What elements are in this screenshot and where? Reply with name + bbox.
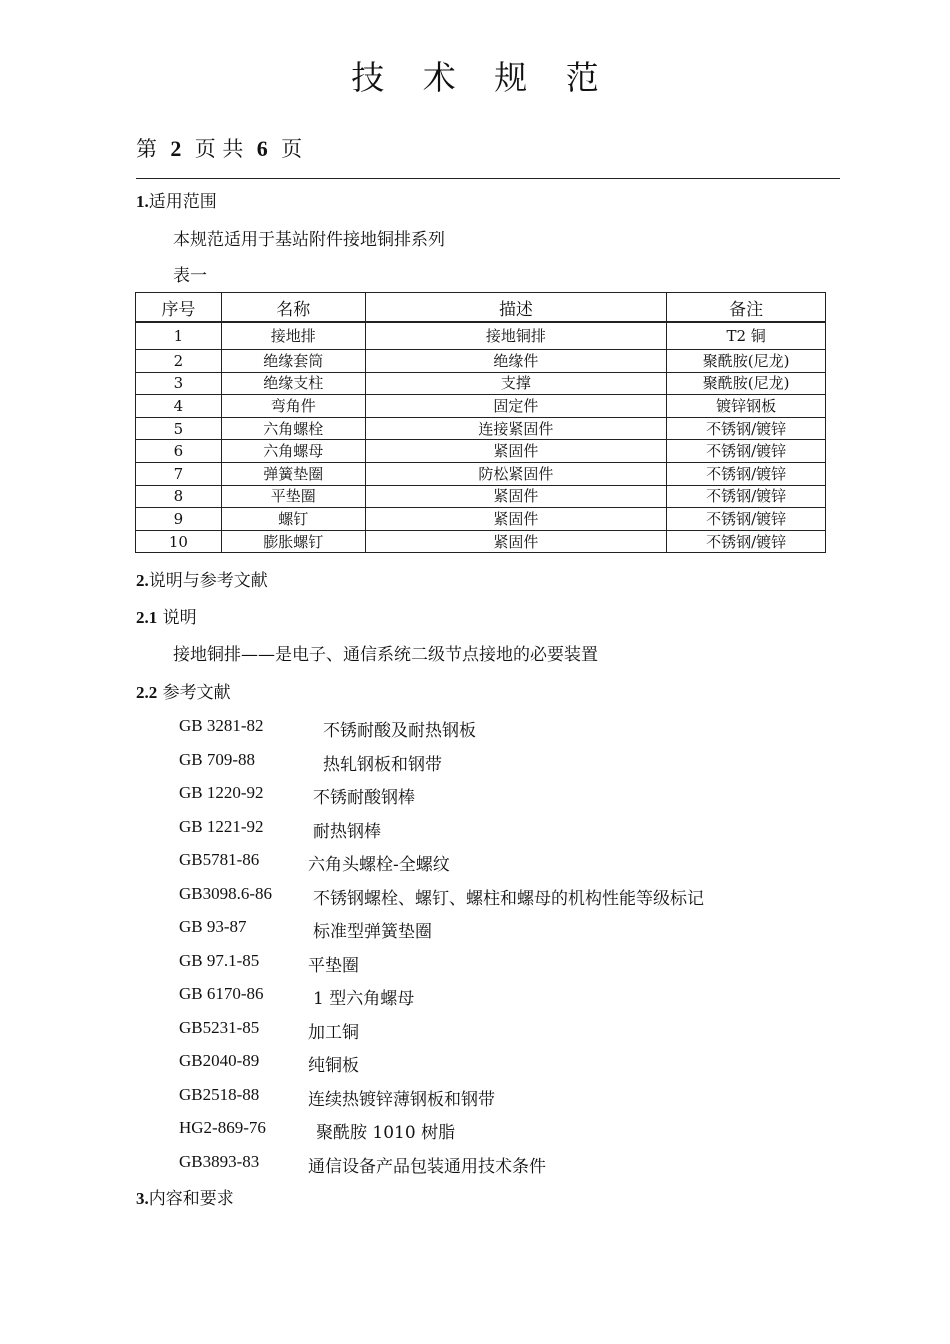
table-cell: 不锈钢/镀锌 xyxy=(667,530,826,553)
reference-code: GB 97.1-85 xyxy=(179,950,260,970)
table-cell: 6 xyxy=(136,440,222,463)
reference-code: GB 1220-92 xyxy=(179,783,264,802)
table-cell: 8 xyxy=(136,485,222,508)
table-cell: 不锈钢/镀锌 xyxy=(667,485,826,508)
table-cell: 3 xyxy=(136,372,222,395)
table-cell: 紧固件 xyxy=(365,508,667,531)
table-cell: 接地排 xyxy=(221,322,365,350)
page-prefix: 第 xyxy=(136,137,157,161)
header-divider xyxy=(136,178,840,179)
page-total: 6 xyxy=(256,136,268,161)
reference-code: GB3098.6-86 xyxy=(179,883,273,903)
table-cell: 弹簧垫圈 xyxy=(221,462,365,485)
table-cell: 不锈钢/镀锌 xyxy=(667,417,826,440)
table-cell: 5 xyxy=(136,417,222,440)
reference-title: 六角头螺栓-全螺纹 xyxy=(308,855,450,875)
document-title: 技 术 规 范 xyxy=(351,58,613,97)
table-row xyxy=(136,530,826,553)
table-cell: 7 xyxy=(136,462,222,485)
parts-table xyxy=(135,292,826,553)
table-cell: 聚酰胺(尼龙) xyxy=(667,350,826,373)
reference-title: 不锈耐酸及耐热钢板 xyxy=(323,721,476,741)
table-cell: T2 铜 xyxy=(667,322,826,350)
reference-title: 纯铜板 xyxy=(308,1056,359,1076)
table-row xyxy=(136,462,826,485)
table-cell: 连接紧固件 xyxy=(365,417,667,440)
header-cell: 描述 xyxy=(365,293,667,323)
table-cell: 螺钉 xyxy=(221,508,365,531)
table-cell: 不锈钢/镀锌 xyxy=(667,462,826,485)
reference-code: GB5231-85 xyxy=(179,1017,260,1037)
page-suffix: 页 xyxy=(281,137,303,161)
table-cell: 不锈钢/镀锌 xyxy=(667,440,826,463)
table-cell: 六角螺母 xyxy=(221,440,365,463)
page-indicator xyxy=(136,133,302,163)
table-cell: 4 xyxy=(136,395,222,418)
section-2-1-heading: 2.1 说明 xyxy=(136,608,197,628)
table-row xyxy=(136,417,826,440)
table-cell: 绝缘件 xyxy=(365,350,667,373)
table-cell: 绝缘支柱 xyxy=(221,372,365,395)
table-row xyxy=(136,440,826,463)
table-cell: 不锈钢/镀锌 xyxy=(667,508,826,531)
reference-title: 平垫圈 xyxy=(308,955,359,976)
table-row xyxy=(136,508,826,531)
table-cell: 膨胀螺钉 xyxy=(221,530,365,553)
reference-code: GB 709-88 xyxy=(179,749,256,769)
section-3-heading: 3.内容和要求 xyxy=(136,1189,234,1209)
reference-code: GB 3281-82 xyxy=(179,716,264,735)
table-cell: 2 xyxy=(136,350,222,373)
reference-title: 耐热钢棒 xyxy=(313,821,381,842)
reference-code: GB 1221-92 xyxy=(179,816,264,836)
table-cell: 聚酰胺(尼龙) xyxy=(667,372,826,395)
table-header-row xyxy=(136,293,826,323)
table-cell: 紧固件 xyxy=(365,530,667,553)
reference-code: GB5781-86 xyxy=(179,850,260,869)
table-cell: 固定件 xyxy=(365,395,667,418)
section-2-heading: 2.说明与参考文献 xyxy=(136,571,268,591)
table-cell: 紧固件 xyxy=(365,440,667,463)
table-caption: 表一 xyxy=(173,266,207,286)
header-cell: 备注 xyxy=(667,293,826,323)
reference-code: HG2-869-76 xyxy=(179,1118,266,1137)
table-cell: 接地铜排 xyxy=(365,322,667,350)
reference-title: 加工铜 xyxy=(308,1022,359,1043)
table-cell: 弯角件 xyxy=(221,395,365,418)
reference-code: GB2040-89 xyxy=(179,1051,260,1070)
table-cell: 镀锌钢板 xyxy=(667,395,826,418)
header-cell: 名称 xyxy=(221,293,365,323)
reference-code: GB2518-88 xyxy=(179,1084,260,1104)
table-row xyxy=(136,485,826,508)
reference-code: GB3893-83 xyxy=(179,1151,260,1171)
reference-title: 不锈钢螺栓、螺钉、螺柱和螺母的机构性能等级标记 xyxy=(313,888,704,909)
table-cell: 六角螺栓 xyxy=(221,417,365,440)
section-1-text: 本规范适用于基站附件接地铜排系列 xyxy=(173,230,445,250)
table-row xyxy=(136,322,826,350)
table-cell: 支撑 xyxy=(365,372,667,395)
reference-title: 标准型弹簧垫圈 xyxy=(313,922,432,942)
reference-title: 通信设备产品包装通用技术条件 xyxy=(308,1156,546,1177)
table-row xyxy=(136,350,826,373)
table-cell: 防松紧固件 xyxy=(365,462,667,485)
section-2-1-text: 接地铜排——是电子、通信系统二级节点接地的必要装置 xyxy=(173,645,598,665)
table-cell: 紧固件 xyxy=(365,485,667,508)
header-cell: 序号 xyxy=(136,293,222,323)
reference-title: 连续热镀锌薄钢板和钢带 xyxy=(308,1089,495,1110)
section-1-heading: 1.适用范围 xyxy=(136,192,217,212)
table-cell: 绝缘套筒 xyxy=(221,350,365,373)
table-row xyxy=(136,395,826,418)
reference-code: GB 6170-86 xyxy=(179,984,264,1003)
page-mid: 页 共 xyxy=(194,137,244,161)
table-cell: 平垫圈 xyxy=(221,485,365,508)
reference-title: 1 型六角螺母 xyxy=(313,989,415,1009)
page-current: 2 xyxy=(170,136,182,161)
section-2-2-heading: 2.2 参考文献 xyxy=(136,683,231,703)
reference-code: GB 93-87 xyxy=(179,917,247,936)
reference-title: 聚酰胺 1010 树脂 xyxy=(316,1123,456,1143)
table-cell: 10 xyxy=(136,530,222,553)
table-cell: 9 xyxy=(136,508,222,531)
table-row xyxy=(136,372,826,395)
table-cell: 1 xyxy=(136,322,222,350)
reference-title: 热轧钢板和钢带 xyxy=(323,754,442,775)
reference-title: 不锈耐酸钢棒 xyxy=(313,788,415,808)
